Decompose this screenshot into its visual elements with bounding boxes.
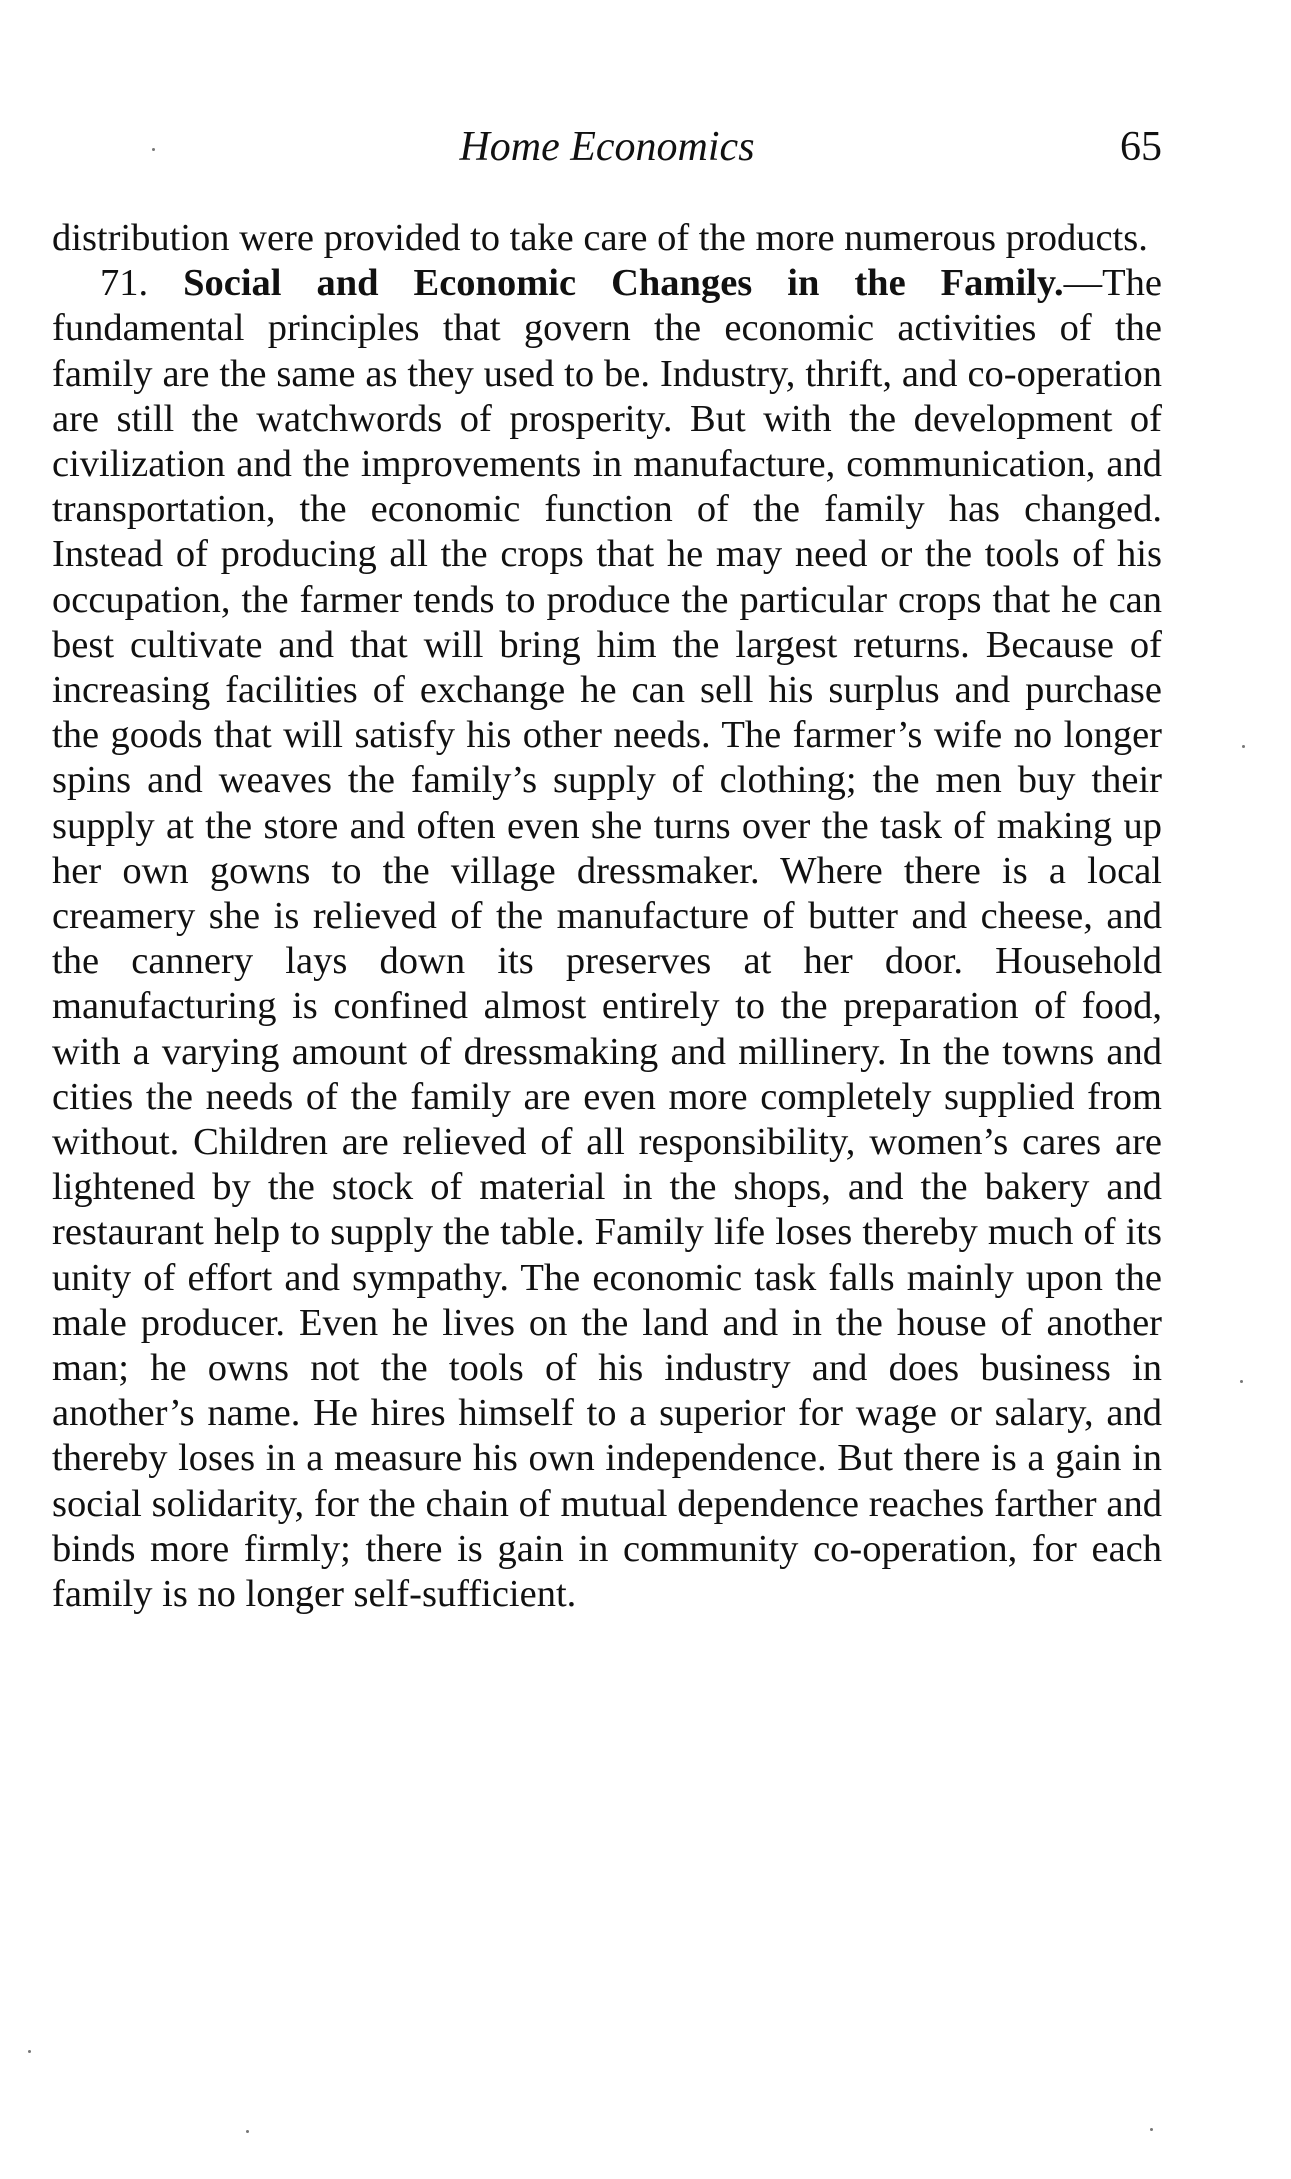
scan-speck <box>1150 2128 1153 2131</box>
page-number: 65 <box>1120 124 1162 170</box>
running-title: Home Economics <box>459 124 755 170</box>
scan-speck <box>246 2130 249 2133</box>
section-heading: Social and Economic Changes in the Family. <box>183 262 1064 305</box>
section-number: 71. <box>100 262 149 305</box>
heading-dash: — <box>1063 262 1103 305</box>
scan-speck <box>28 2050 31 2053</box>
scan-speck <box>152 148 155 151</box>
section-paragraph <box>52 261 1162 1617</box>
scan-speck <box>1240 1380 1243 1383</box>
body-text <box>52 216 1162 1617</box>
page-header <box>52 122 1162 182</box>
continuation-paragraph: distribution were provided to take care of the more numerous products. <box>52 217 1148 259</box>
section-body: The fundamental principles that govern the economic activities of the family are the same as they used to be. Industry, thrift, and co-operation are still the watchwords of prosperity. But with the development of civilization and the improvements in manufacture, communication, and transportation, the economic function of the family has changed. Instead of producing all the crops that he may need or the tools of his occupation, the farmer tends to produce the particular crops that he can best cultivate and that will bring him the largest returns. Because of increasing facilities of exchange he can sell his surplus and purchase the goods that will satisfy his other needs. The farmer’s wife no longer spins and weaves the family’s supply of clothing; the men buy their supply at the store and often even she turns over the task of making up her own gowns to the village dressmaker. Where there is a local creamery she is relieved of the manufacture of butter and cheese, and the cannery lays down its preserves at her door. Household manufacturing is confined almost entirely to the preparation of food, with a varying amount of dressmaking and millinery. In the towns and cities the needs of the family are even more completely supplied from without. Children are relieved of all responsibility, women’s cares are lightened by the stock of material in the shops, and the bakery and restaurant help to supply the table. Family life loses thereby much of its unity of effort and sympathy. The economic task falls mainly upon the male producer. Even he lives on the land and in the house of another man; he owns not the tools of his industry and does business in another’s name. He hires himself to a superior for wage or salary, and thereby loses in a measure his own independence. But there is a gain in social solidarity, for the chain of mutual dependence reaches farther and binds more firmly; there is gain in community co-operation, for each family is no longer self-sufficient. <box>52 262 1162 1616</box>
scan-speck <box>1242 745 1245 748</box>
